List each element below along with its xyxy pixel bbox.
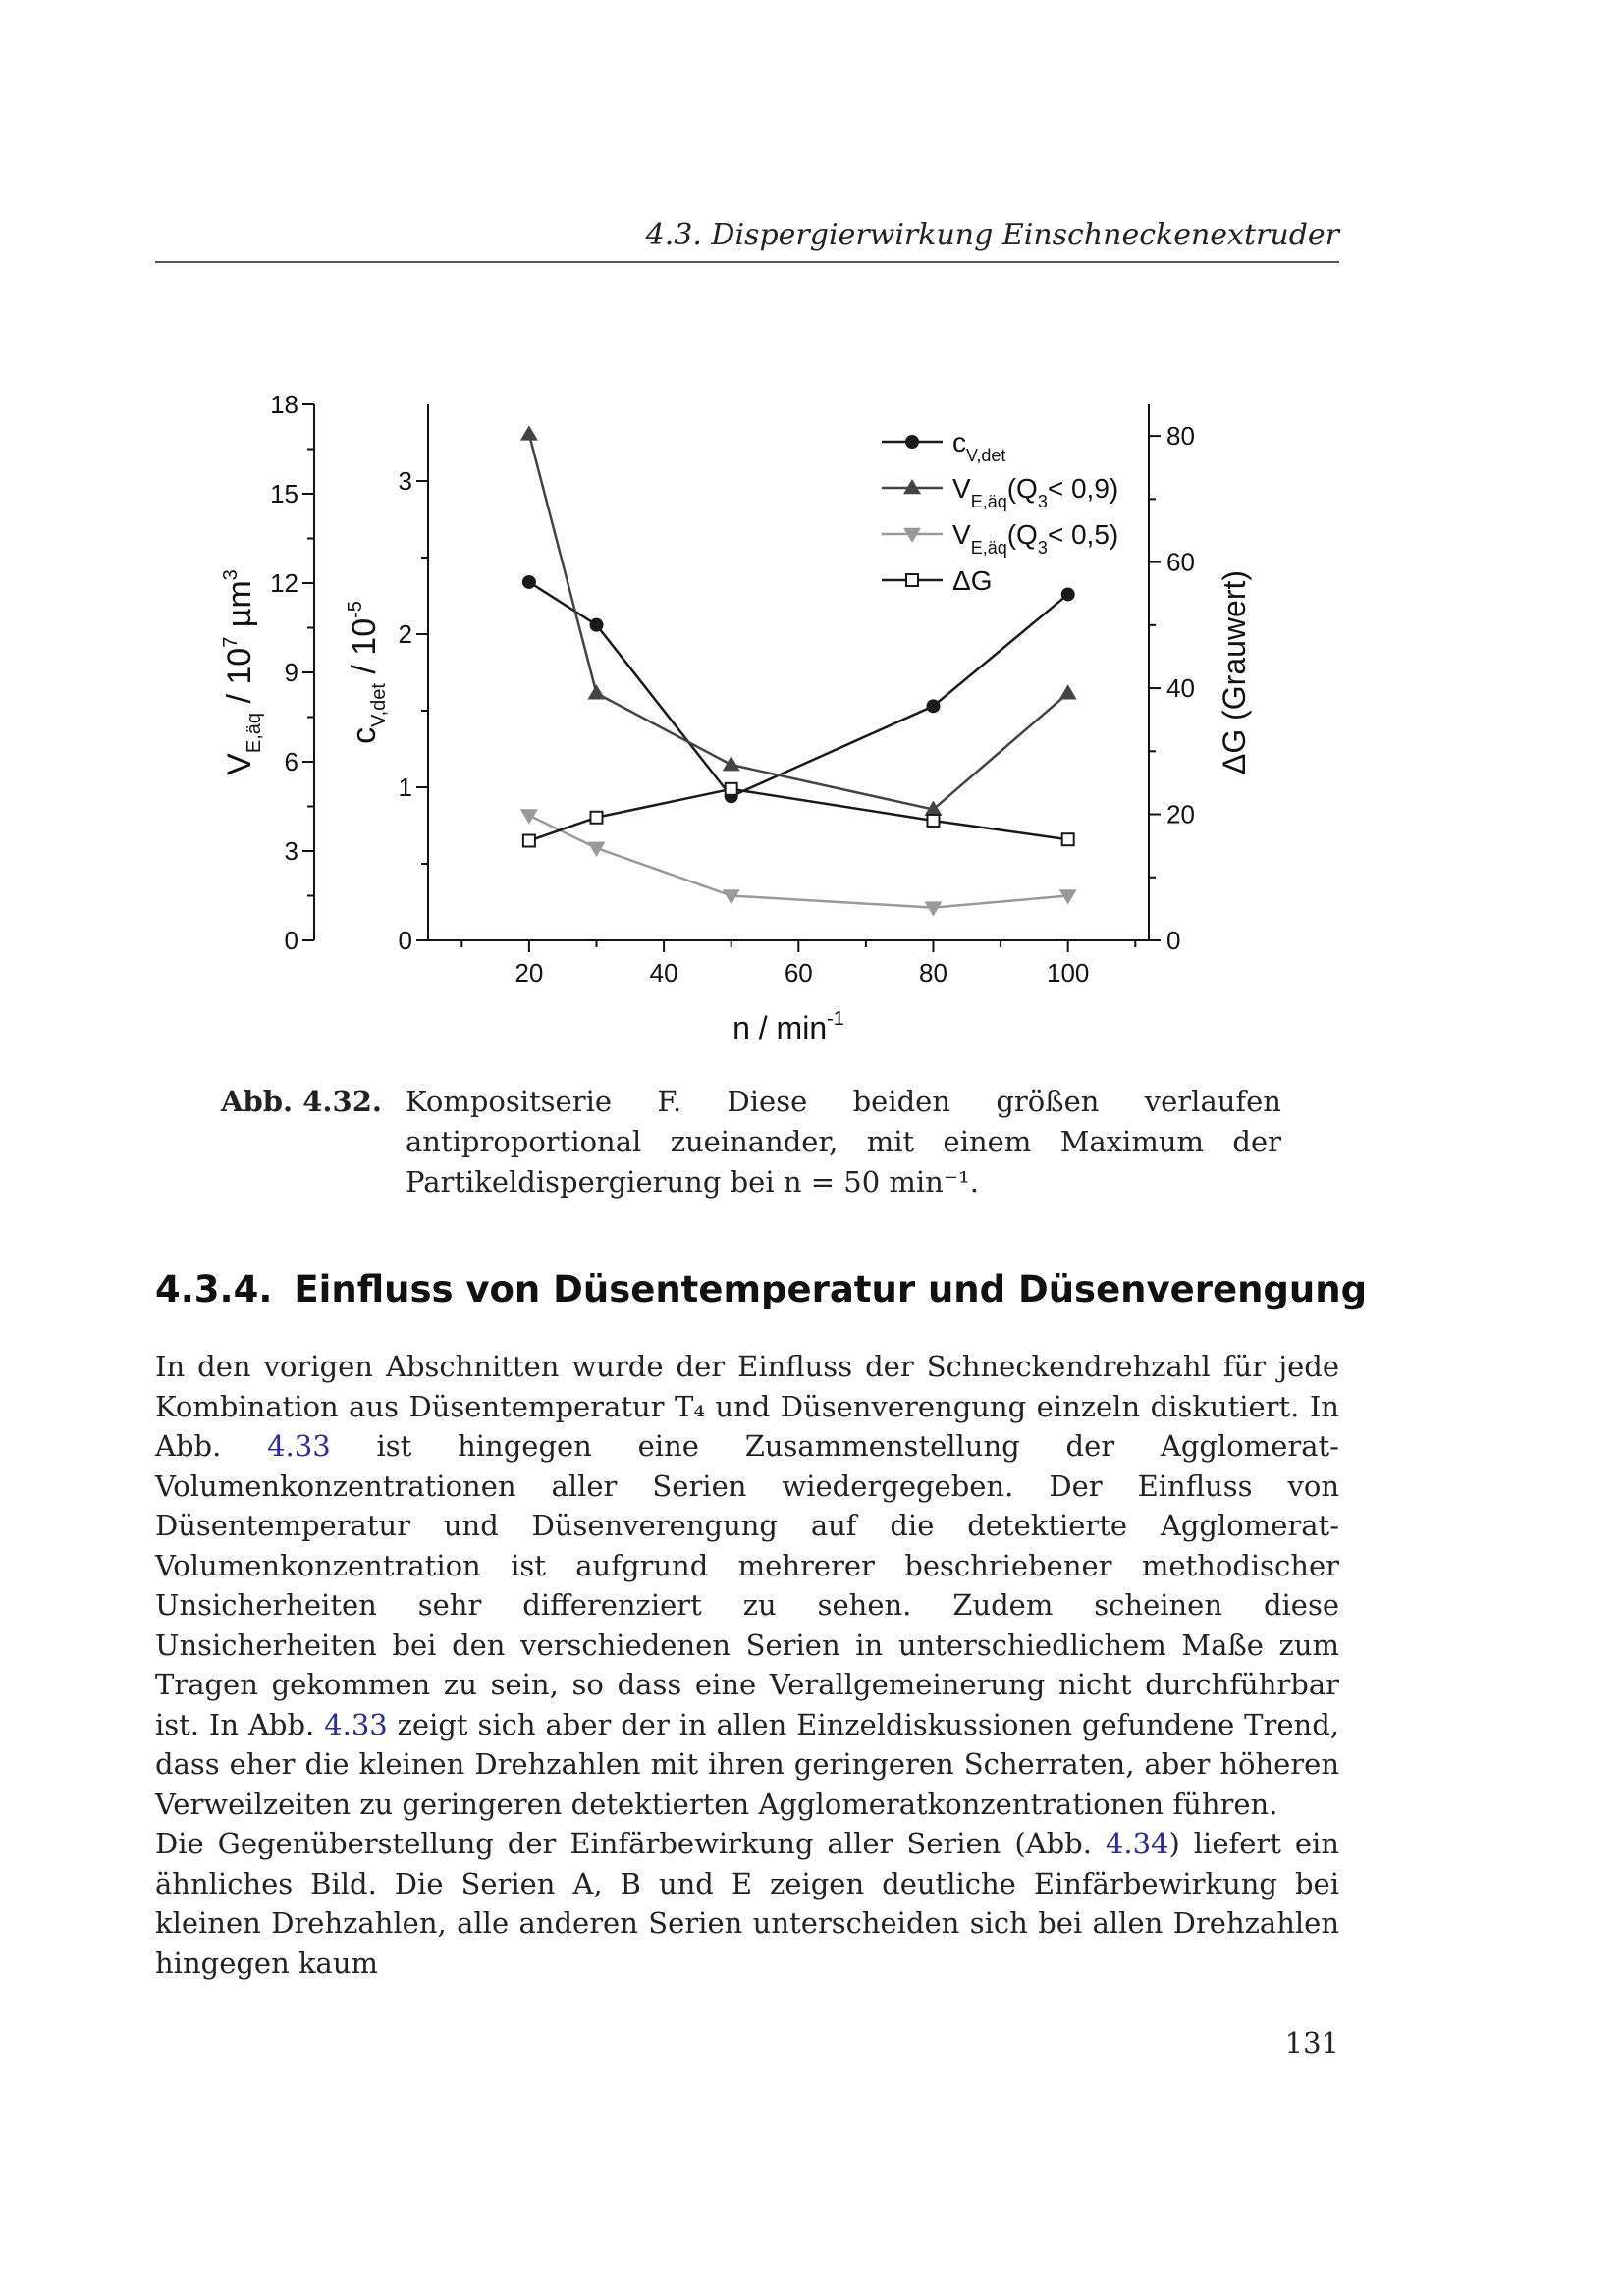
running-title: 4.3. Dispergierwirkung Einschneckenextruder	[645, 218, 1339, 252]
section-heading	[155, 1268, 1367, 1310]
data-point-series-2	[723, 756, 740, 771]
legend-marker	[903, 479, 921, 494]
data-point-series-4	[1062, 833, 1074, 845]
right-axis-label: ΔG (Grauwert)	[1217, 569, 1252, 775]
legend-label: $c_{V,det}$	[952, 427, 1006, 465]
section-number: 4.3.4.	[155, 1268, 273, 1310]
outer-left-tick-label: 6	[284, 747, 298, 776]
text-run: Die Gegenüberstellung der Einfärbewirkung aller Serien (Abb.	[155, 1827, 1106, 1860]
figure-caption	[221, 1082, 1281, 1202]
right-tick-label: 60	[1166, 547, 1195, 577]
data-point-series-3	[520, 809, 538, 824]
data-point-series-4	[590, 812, 602, 824]
outer-left-tick-label: 9	[284, 658, 298, 687]
x-tick-label: 40	[649, 958, 678, 988]
data-point-series-1	[589, 618, 603, 632]
text-run: In den vorigen Abschnitten wurde der Einfluss der Schneckendrehzahl für jede Kombination aus Düsentemperatur T₄ und Düsenverengung einzeln diskutiert. In Abb.	[155, 1350, 1339, 1463]
data-point-series-4	[726, 783, 737, 795]
legend-marker	[906, 574, 918, 586]
data-point-series-4	[927, 815, 939, 827]
outer-left-tick-label: 15	[270, 479, 298, 508]
x-tick-label: 80	[919, 958, 947, 988]
data-point-series-2	[587, 684, 605, 699]
data-point-series-1	[522, 575, 536, 589]
data-point-series-2	[1059, 684, 1077, 699]
data-point-series-3	[924, 901, 942, 916]
data-point-series-4	[523, 835, 535, 847]
figure-ref-link[interactable]: 4.33	[324, 1707, 388, 1741]
text-run: ist hingegen eine Zusammenstellung der Agglomerat-Volumenkonzentrationen aller Serien wiedergegeben. Der Einfluss von Düsentemperatur und Düsenverengung auf die detektierte Agglomerat-Volumenkonzentration ist aufgrund mehrerer beschriebener methodischer Unsicherheiten sehr differenziert zu sehen. Zudem scheinen diese Unsicherheiten bei den verschiedenen Serien in unterschiedlichem Maße zum Tragen gekommen zu sein, so dass eine Verallgemeinerung nicht durchführbar ist. In Abb.	[155, 1429, 1339, 1741]
inner-left-tick-label: 3	[398, 466, 412, 496]
right-tick-label: 40	[1166, 673, 1195, 704]
outer-left-tick-label: 18	[270, 390, 298, 419]
x-tick-label: 60	[784, 958, 813, 988]
caption-text: Kompositserie F. Diese beiden größen verlaufen antiproportional zueinander, mit einem Maximum der Partikeldispergierung bei n = 50 min⁻¹.	[406, 1085, 1281, 1199]
inner-left-tick-label: 1	[398, 773, 412, 802]
text-run: ) liefert ein ähnliches Bild. Die Serien A, B und E zeigen deutliche Einfärbewirkung bei kleinen Drehzahlen, alle anderen Serien unterscheiden sich bei allen Drehzahlen hingegen kaum	[155, 1827, 1339, 1980]
legend-marker	[903, 528, 921, 543]
page-number: 131	[1284, 2026, 1339, 2059]
outer-left-tick-label: 3	[284, 836, 298, 866]
x-tick-label: 100	[1046, 958, 1090, 988]
data-point-series-1	[1061, 587, 1075, 601]
series-line-2	[529, 434, 1068, 809]
outer-left-tick-label: 12	[270, 568, 298, 598]
legend-label: $V_{E,äq}(Q_3< 0,5)$	[952, 519, 1119, 558]
body-text	[155, 1347, 1339, 1983]
x-axis-label: n / $\min^{-1}$	[732, 1008, 844, 1045]
figure-ref-link[interactable]: 4.33	[267, 1429, 331, 1463]
data-point-series-1	[926, 699, 940, 713]
legend-label: ΔG	[952, 565, 993, 596]
outer-left-tick-label: 0	[284, 926, 298, 955]
inner-left-tick-label: 2	[398, 619, 412, 649]
right-tick-label: 20	[1166, 799, 1195, 829]
paragraph	[155, 1347, 1339, 1824]
right-tick-label: 80	[1166, 421, 1195, 452]
section-title: Einfluss von Düsentemperatur und Düsenverengung	[294, 1268, 1368, 1310]
paragraph	[155, 1824, 1339, 1983]
legend-marker	[905, 435, 919, 449]
x-tick-label: 20	[514, 958, 544, 988]
series-line-4	[529, 789, 1068, 841]
right-tick-label: 0	[1166, 926, 1181, 955]
text-run: zeigt sich aber der in allen Einzeldiskussionen gefundene Trend, dass eher die kleinen Drehzahlen mit ihren geringeren Scherraten, aber höheren Verweilzeiten zu geringeren detektierten Agglomeratkonzentrationen führen.	[155, 1707, 1340, 1821]
inner-left-tick-label: 0	[398, 926, 412, 955]
outer-left-axis-label: $V_{E,äq} / 10^7$ µm$^3$	[220, 569, 265, 775]
figure-ref-link[interactable]: 4.34	[1105, 1827, 1169, 1860]
data-point-series-2	[520, 425, 538, 440]
legend-label: $V_{E,äq}(Q_3< 0,9)$	[952, 473, 1119, 511]
caption-label: Abb. 4.32.	[221, 1085, 382, 1118]
inner-left-axis-label: $c_{V,det} / 10^{-5}$	[345, 601, 390, 744]
